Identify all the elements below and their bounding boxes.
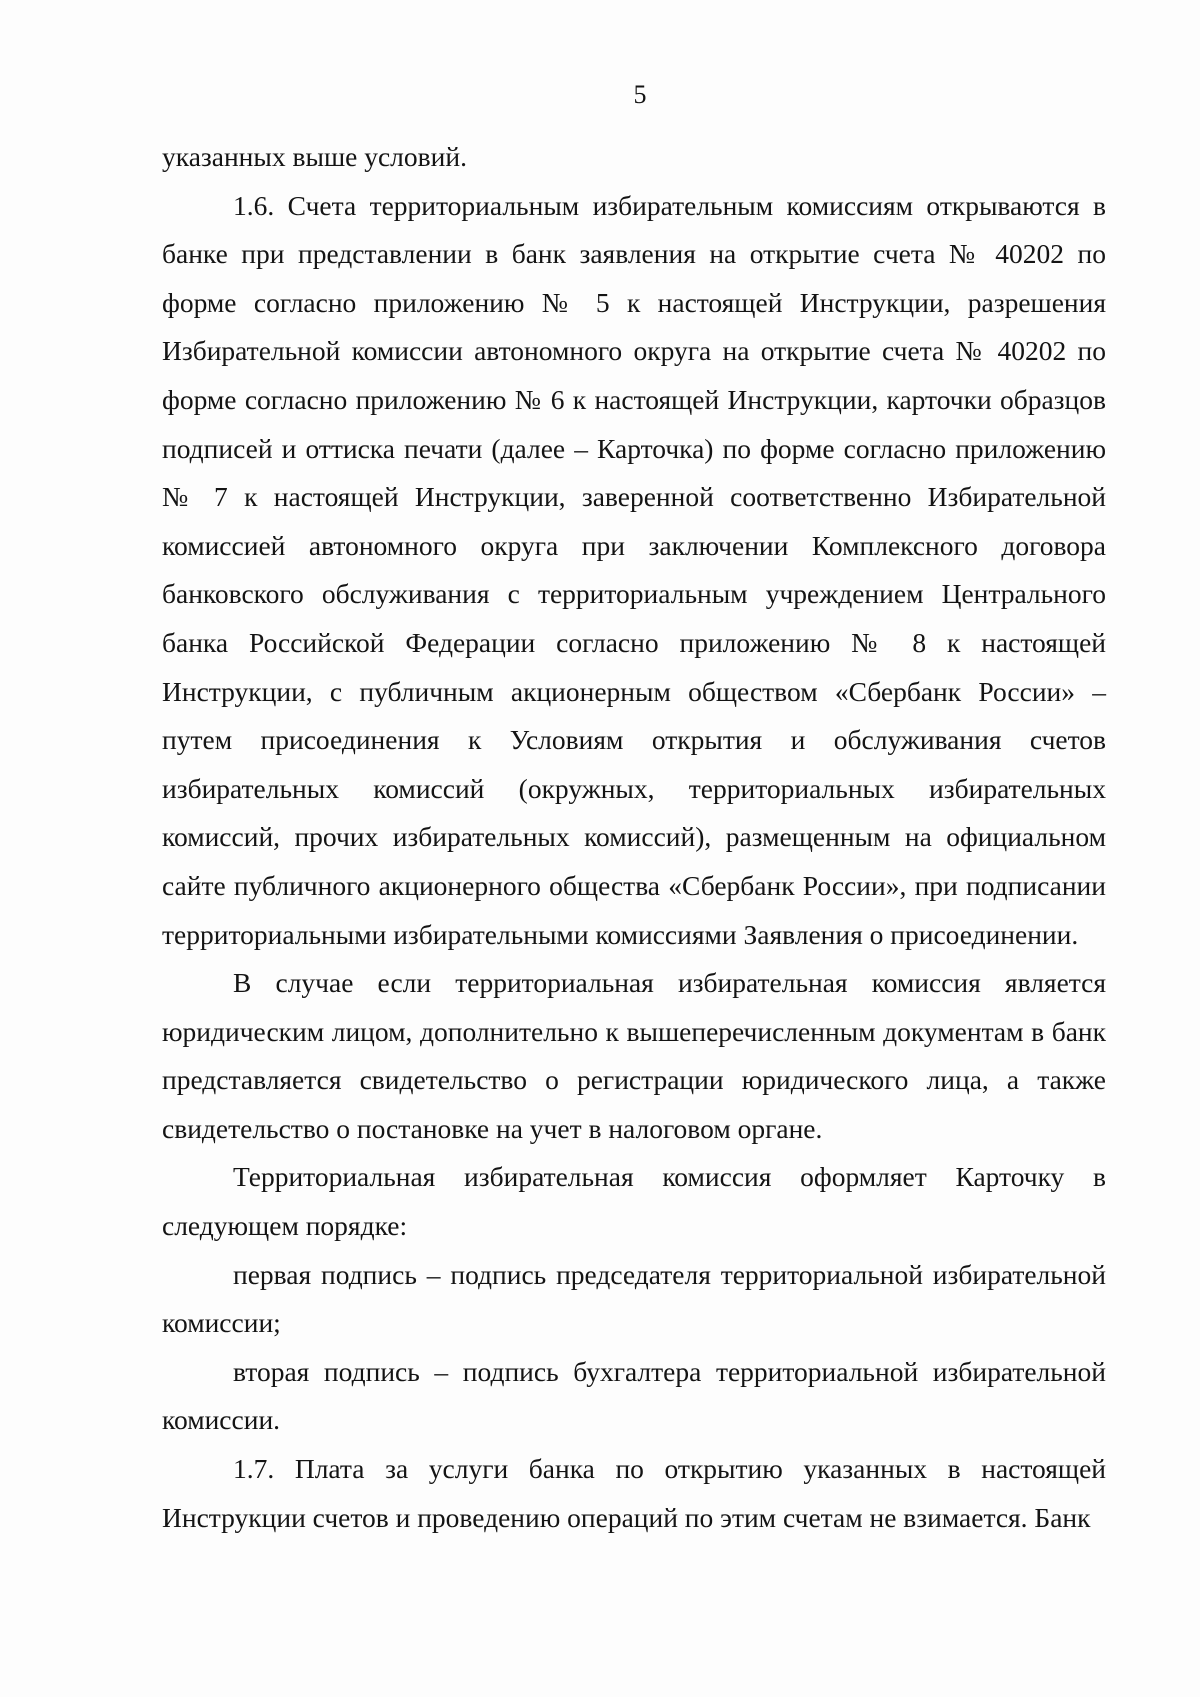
paragraph-legal-entity-case: В случае если территориальная избирательная комиссия является юридическим лицом, дополнительно к вышеперечисленным документам в банк представляется свидетельство о регистрации юридического лица, а также свидетельство о постановке на учет в налоговом органе. bbox=[162, 967, 1106, 1144]
paragraph-continuation: указанных выше условий. bbox=[162, 141, 467, 172]
paragraph-first-signature: первая подпись – подпись председателя территориальной избирательной комиссии; bbox=[162, 1258, 1106, 1339]
paragraph-card-order: Территориальная избирательная комиссия оформляет Карточку в следующем порядке: bbox=[162, 1161, 1106, 1242]
paragraph-clause-1-7: 1.7. Плата за услуги банка по открытию указанных в настоящей Инструкции счетов и проведению операций по этим счетам не взимается. Банк bbox=[162, 1453, 1106, 1533]
paragraph-second-signature: вторая подпись – подпись бухгалтера территориальной избирательной комиссии. bbox=[162, 1355, 1106, 1436]
document-body bbox=[162, 133, 1106, 1542]
paragraph-clause-1-6: 1.6. Счета территориальным избирательным комиссиям открываются в банке при представлении в банк заявления на открытие счета № 40202 по форме согласно приложению № 5 к настоящей Инструкции, разрешения Избирательной комиссии автономного округа на открытие счета № 40202 по форме согласно приложению № 6 к настоящей Инструкции, карточки образцов подписей и оттиска печати (далее – Карточка) по форме согласно приложению № 7 к настоящей Инструкции, заверенной соответственно Избирательной комиссией автономного округа при заключении Комплексного договора банковского обслуживания с территориальным учреждением Центрального банка Российской Федерации согласно приложению № 8 к настоящей Инструкции, с публичным акционерным обществом «Сбербанк России» – путем присоединения к Условиям открытия и обслуживания счетов избирательных комиссий (окружных, территориальных избирательных комиссий, прочих избирательных комиссий), размещенным на официальном сайте публичного акционерного общества «Сбербанк России», при подписании территориальными избирательными комиссиями Заявления о присоединении. bbox=[162, 189, 1106, 950]
page-number: 5 bbox=[633, 80, 647, 109]
